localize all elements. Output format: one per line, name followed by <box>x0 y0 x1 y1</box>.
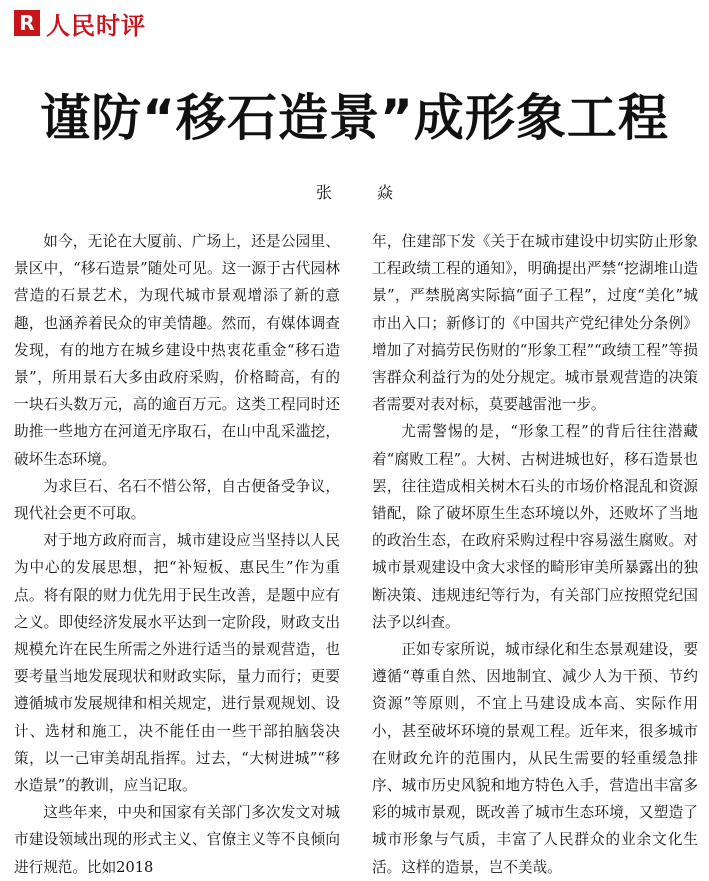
article-author: 张 焱 <box>315 183 414 202</box>
paragraph-continuation: 年，住建部下发《关于在城市建设中切实防止形象工程政绩工程的通知》，明确提出严禁“挖湖堆山造景”，严禁脱离实际搞“面子工程”，过度“美化”城市出入口；新修订的《中国共产党纪律处分条例》增加了对搞劳民伤财的“形象工程”“政绩工程”等损害群众利益行为的处分规定。城市景观营造的决策者需要对表对标，莫要越雷池一步。 <box>372 233 698 414</box>
left-column <box>14 228 340 881</box>
paragraph: 尤需警惕的是，“形象工程”的背后往往潜藏着“腐败工程”。大树、古树进城也好，移石造景也罢，往往造成相关树木石头的市场价格混乱和资源错配，除了破坏原生生态环境以外，还败坏了当地的政治生态，在政府采购过程中容易滋生腐败。对城市景观建设中贪大求怪的畸形审美所暴露出的独断决策、违规违纪等行为，有关部门应按照党纪国法予以纠查。 <box>372 423 698 631</box>
right-column <box>372 228 698 881</box>
paragraph: 为求巨石、名石不惜公帑，自古便备受争议，现代社会更不可取。 <box>14 477 340 523</box>
paragraph: 如今，无论在大厦前、广场上，还是公园里、景区中，“移石造景”随处可见。这一源于古代园林营造的石景艺术，为现代城市景观增添了新的意趣，也涵养着民众的审美情趣。然而，有媒体调查发现，有的地方在城乡建设中热衷花重金“移石造景”，所用景石大多由政府采购，价格畸高，有的一块石头数万元，高的逾百万元。这类工程同时还助推一些地方在河道无序取石，在山中乱采滥挖，破坏生态环境。 <box>14 233 340 468</box>
paragraph: 正如专家所说，城市绿化和生态景观建设，要遵循“尊重自然、因地制宜、减少人为干预、节约资源”等原则，不宜上马建设成本高、实际作用小，甚至破坏环境的景观工程。近年来，很多城市在财政允许的范围内，从民生需要的轻重缓急排序、城市历史风貌和地方特色入手，营造出丰富多彩的城市景观，既改善了城市生态环境，又塑造了城市形象与气质，丰富了人民群众的业余文化生活。这样的造景，岂不美哉。 <box>372 641 698 876</box>
paragraph: 对于地方政府而言，城市建设应当坚持以人民为中心的发展思想，把“补短板、惠民生”作为重点。将有限的财力优先用于民生改善，是题中应有之义。即使经济发展水平达到一定阶段，财政支出规模允许在民生所需之外进行适当的景观营造，也要考量当地发展现状和财政实际，量力而行；更要遵循城市发展规律和相关规定，进行景观规划、设计、选材和施工，决不能任由一些干部拍脑袋决策，以一己审美胡乱指挥。过去，“大树进城”“移水造景”的教训，应当记取。 <box>14 532 340 795</box>
column-name: 人民时评 <box>46 11 146 40</box>
article-title: 谨防“移石造景”成形象工程 <box>40 89 669 147</box>
paragraph: 这些年来，中央和国家有关部门多次发文对城市建设领域出现的形式主义、官僚主义等不良倾向进行规范。比如2018 <box>14 804 340 876</box>
people-daily-logo: R <box>14 10 40 36</box>
newspaper-column-header <box>14 6 146 40</box>
